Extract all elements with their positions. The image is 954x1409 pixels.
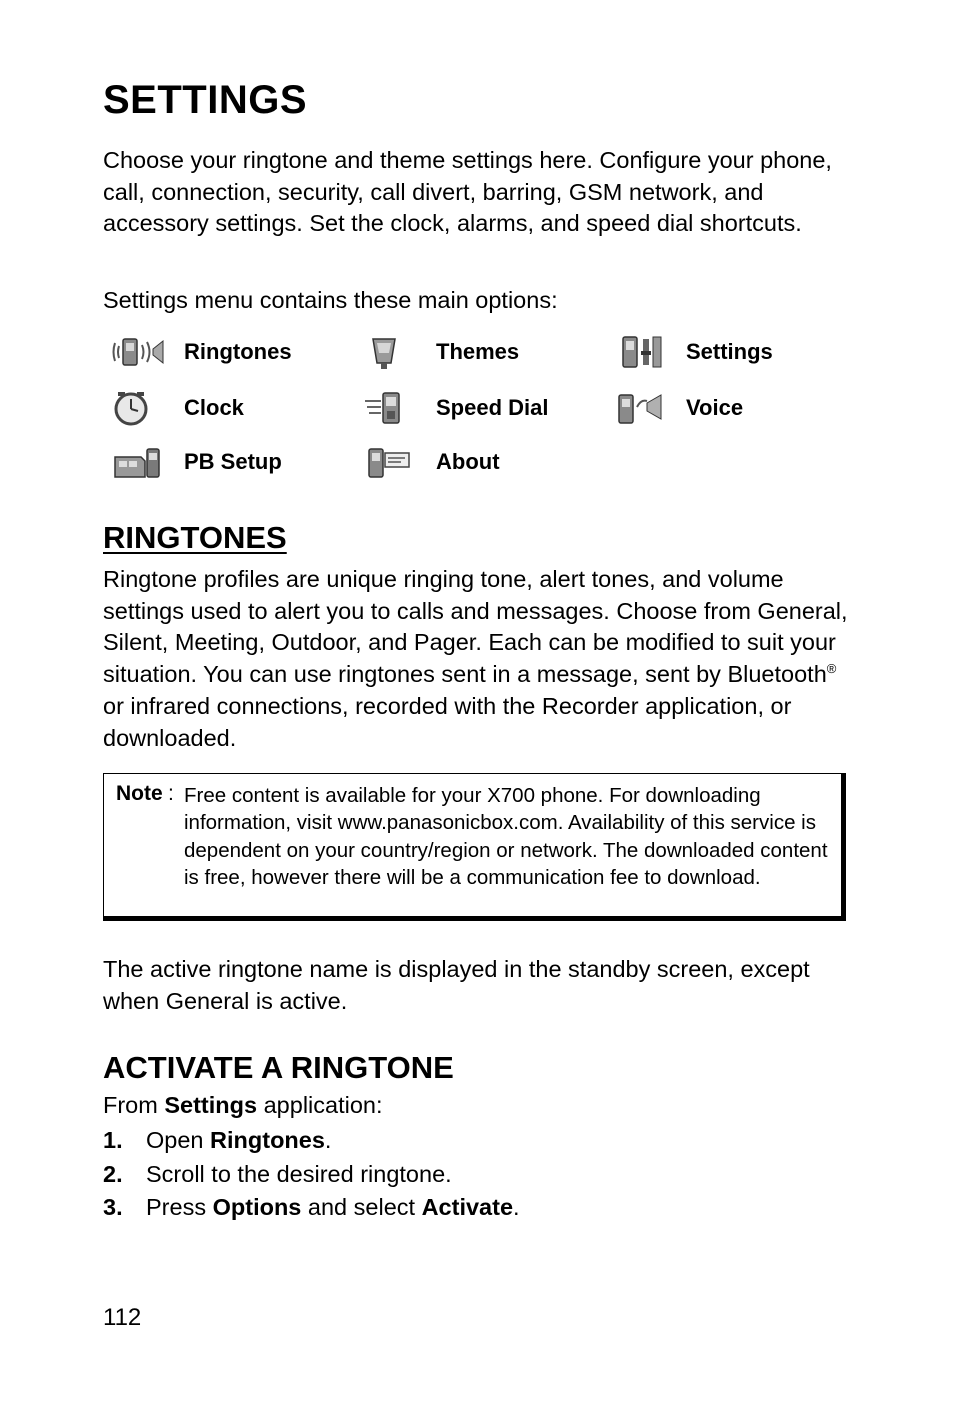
step-bold-2: Activate [421,1194,514,1220]
menu-item-ringtones [111,330,292,374]
step-number: 1. [103,1127,123,1153]
menu-item-about [363,440,500,484]
standby-paragraph: The active ringtone name is displayed in the standby screen, except when General is active. [103,956,810,1014]
about-icon [363,442,419,482]
menu-item-settings [613,330,773,374]
from-prefix: From [103,1092,165,1118]
note-box [103,773,846,921]
from-suffix: application: [257,1092,383,1118]
step-bold: Options [212,1194,302,1220]
from-settings-line [103,1090,383,1121]
step-post: . [513,1194,520,1220]
menu-item-label: Voice [686,395,744,420]
menu-item-speed-dial [363,386,548,430]
page-number: 112 [103,1304,142,1331]
menu-item-label: Ringtones [184,339,292,364]
pb-setup-icon [111,442,167,482]
menu-item-label: Themes [436,339,520,364]
step-pre: Open [146,1127,211,1153]
step-number: 3. [103,1194,123,1220]
note-label: Note [116,782,163,805]
ringtones-paragraph [103,564,853,754]
step-pre: Press [146,1194,213,1220]
step-text [146,1191,520,1224]
settings-menu-options [103,330,853,490]
step-pre: Scroll to the desired ringtone. [146,1161,452,1187]
menu-item-label: Clock [184,395,244,420]
menu-item-label: Speed Dial [436,395,549,420]
menu-item-label: About [436,449,500,474]
settings-icon [613,332,669,372]
menu-item-pb-setup [111,440,282,484]
menu-item-label: PB Setup [184,449,282,474]
themes-icon [363,332,419,372]
step-mid: . [324,1127,332,1153]
note-text: Free content is available for your X700 phone. For downloading information, visit www.panasonicbox.com. Availability of this service is dependent on your country/region or network. The downloaded content is free, however there will be a communication fee to download. [184,784,828,889]
step-text [146,1124,331,1157]
from-bold: Settings [164,1092,258,1118]
note-colon: : [168,782,174,805]
ringtones-heading: RINGTONES [103,520,287,555]
ringtones-icon [111,332,167,372]
intro-paragraph: Choose your ringtone and theme settings here. Configure your phone, call, connection, security, call divert, barring, GSM network, and accessory settings. Set the clock, alarms, and speed dial shortcuts. [103,147,832,237]
step-mid: and select [301,1194,422,1220]
menu-item-voice [613,386,743,430]
activate-ringtone-heading: ACTIVATE A RINGTONE [103,1050,454,1085]
step-text [146,1158,452,1191]
ringtones-text-part1: Ringtone profiles are unique ringing tone, alert tones, and volume settings used to alert you to calls and messages. Choose from General, Silent, Meeting, Outdoor, and Pager. Each can be modified to suit your situation. You can use ringtones sent in a message, sent by Bluetooth [103,566,848,688]
ringtones-text-part2: or infrared connections, recorded with the Recorder application, or downloaded. [103,692,792,751]
step-bold: Ringtones [210,1127,325,1153]
menu-item-label: Settings [686,339,773,364]
menu-lead-text: Settings menu contains these main options: [103,287,558,313]
step-number: 2. [103,1161,123,1187]
voice-icon [613,388,669,428]
menu-item-clock [111,386,244,430]
menu-item-themes [363,330,519,374]
speed-dial-icon [363,388,419,428]
clock-icon [111,388,167,428]
registered-mark: ® [826,661,837,677]
page-title: SETTINGS [103,78,308,122]
